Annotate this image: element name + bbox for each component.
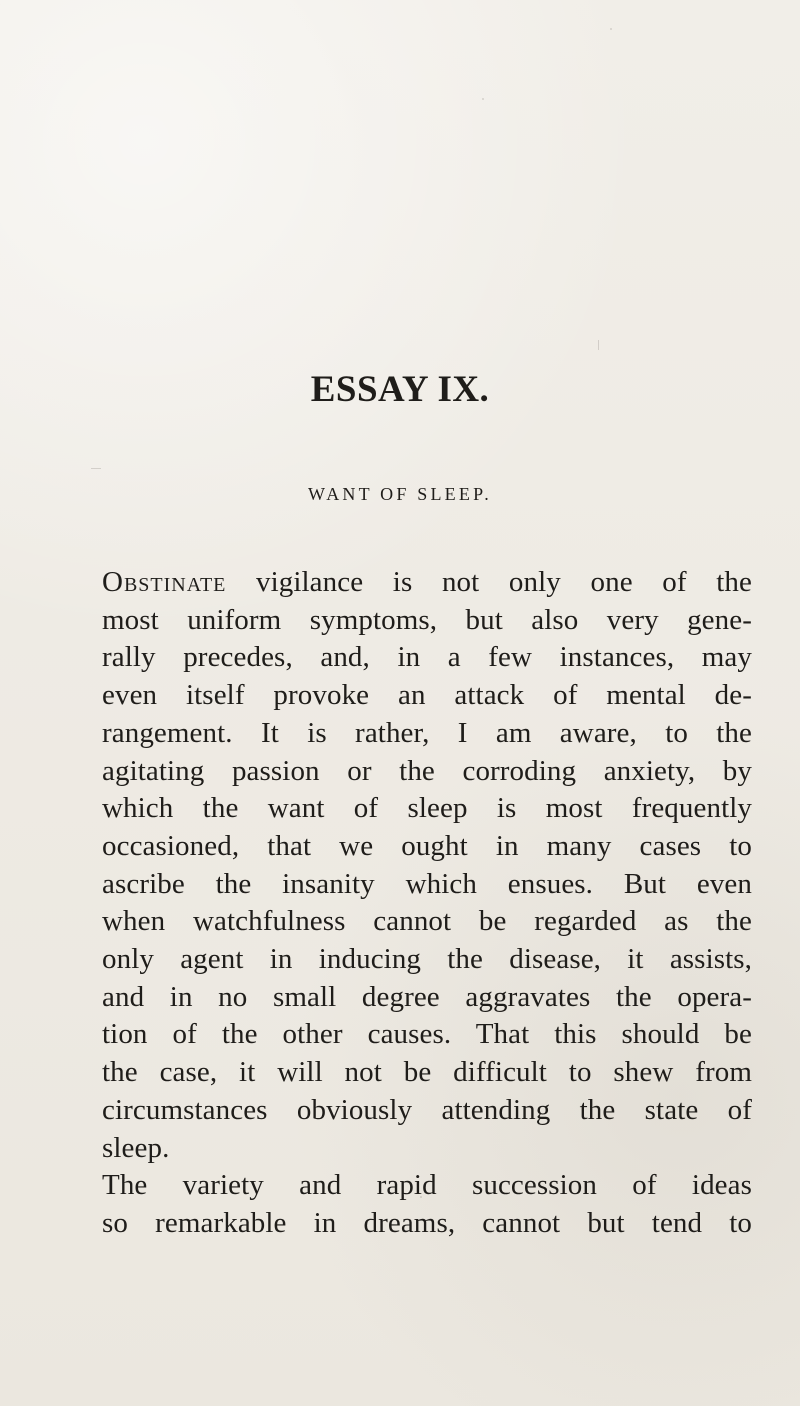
text-line: The variety and rapid succession of ideas xyxy=(102,1169,752,1202)
text-line: occasioned, that we ought in many cases to xyxy=(102,829,752,862)
text-line: the case, it will not be difficult to shew from xyxy=(102,1056,752,1089)
essay-heading: ESSAY IX. xyxy=(310,369,490,410)
paper-speck xyxy=(91,468,101,469)
paper-speck xyxy=(598,340,599,350)
text-line: agitating passion or the corroding anxiety, by xyxy=(102,754,752,787)
text-line-fragment: vigilance is not only one of the xyxy=(226,566,752,598)
text-line: most uniform symptoms, but also very gene- xyxy=(102,603,752,636)
text-line: sleep. xyxy=(102,1131,170,1164)
paper-speck xyxy=(482,98,484,100)
text-line: rally precedes, and, in a few instances, may xyxy=(102,641,752,674)
essay-subheading: WANT OF SLEEP. xyxy=(308,484,492,504)
text-line: tion of the other causes. That this should be xyxy=(102,1018,752,1051)
text-line xyxy=(102,564,752,602)
text-line: even itself provoke an attack of mental de- xyxy=(102,679,752,712)
text-line: circumstances obviously attending the state of xyxy=(102,1093,752,1126)
essay-body xyxy=(102,564,752,1243)
text-line: and in no small degree aggravates the opera- xyxy=(102,980,752,1013)
text-line: only agent in inducing the disease, it assists, xyxy=(102,943,752,976)
text-line: so remarkable in dreams, cannot but tend to xyxy=(102,1206,752,1239)
text-line: rangement. It is rather, I am aware, to the xyxy=(102,716,752,749)
text-line: which the want of sleep is most frequently xyxy=(102,792,752,825)
text-line: when watchfulness cannot be regarded as the xyxy=(102,905,752,938)
opening-word: Obstinate xyxy=(102,566,227,598)
paper-speck xyxy=(610,28,612,30)
text-line: ascribe the insanity which ensues. But even xyxy=(102,867,752,900)
